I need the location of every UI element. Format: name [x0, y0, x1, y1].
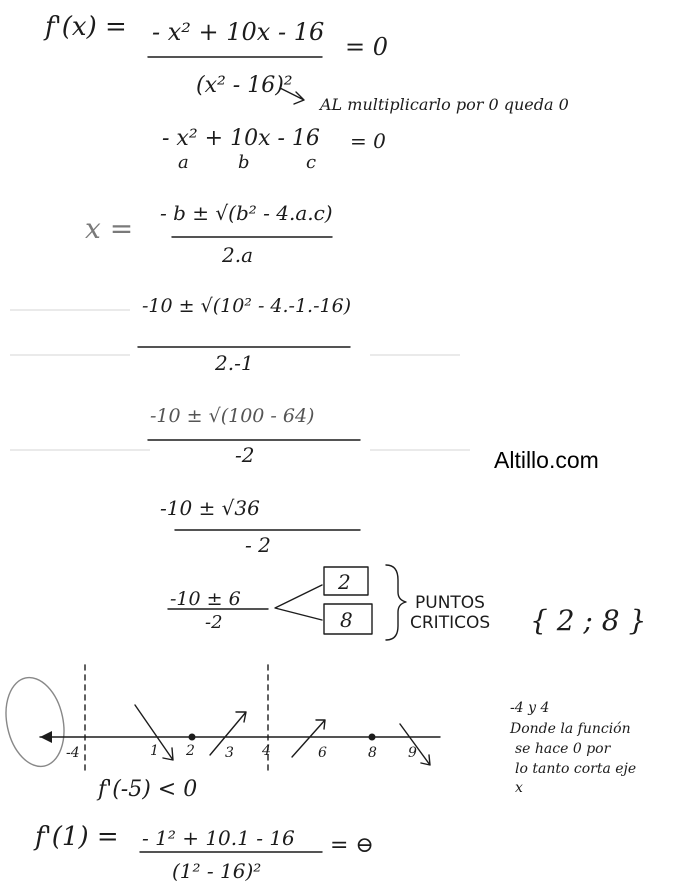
- equation-text: - x² + 10x - 16: [162, 126, 320, 151]
- brace-icon: [386, 565, 406, 640]
- critical-point-dot: [189, 734, 196, 741]
- step-root: [160, 496, 360, 557]
- step2-denominator: -2: [235, 443, 255, 467]
- arrow-left-icon: [40, 731, 52, 743]
- evaluation-lhs: f'(1) =: [35, 822, 119, 852]
- evaluation-denominator: (1² - 16)²: [172, 859, 262, 883]
- tick-label: 3: [225, 745, 234, 761]
- side-note-line: -4 y 4: [510, 700, 550, 716]
- root-two: 2: [338, 570, 351, 594]
- watermark: Altillo.com: [494, 447, 599, 473]
- side-note: [509, 700, 636, 796]
- step2-numerator: -10 ± √(100 - 64): [150, 405, 315, 427]
- note-text: AL multiplicarlo por 0 queda 0: [320, 95, 569, 114]
- step4-numerator: -10 ± 6: [170, 588, 241, 610]
- critical-point-dot: [369, 734, 376, 741]
- circle-mark: [0, 672, 72, 772]
- tick-label: 1: [150, 743, 159, 759]
- coef-b: b: [238, 152, 250, 173]
- quadratic-formula: [85, 201, 333, 267]
- step3-denominator: - 2: [245, 533, 271, 557]
- tick-label: 9: [408, 745, 417, 761]
- coef-c: c: [306, 152, 317, 173]
- evaluation-at-one: [33, 822, 374, 883]
- branch-arrow-icon: [275, 585, 322, 620]
- evaluation-result: = ⊖: [330, 833, 374, 858]
- side-note-line: lo tanto corta eje: [515, 761, 637, 777]
- formula-lhs: x =: [85, 212, 134, 245]
- tick-label: 4: [262, 743, 271, 759]
- formula-numerator: - b ± √(b² - 4.a.c): [160, 201, 333, 225]
- step-substitution: [138, 295, 351, 375]
- formula-denominator: 2.a: [222, 243, 254, 267]
- side-note-line: se hace 0 por: [515, 741, 611, 757]
- coef-a: a: [178, 152, 189, 173]
- sign-chart: [0, 665, 440, 802]
- step-simplify: [148, 405, 360, 467]
- equals-zero: = 0: [345, 33, 389, 61]
- step1-numerator: -10 ± √(10² - 4.-1.-16): [142, 295, 352, 317]
- critical-points-set: { 2 ; 8 }: [530, 604, 647, 637]
- derivative-equation: [43, 12, 569, 114]
- root-eight: 8: [340, 608, 353, 632]
- side-note-line: Donde la función: [510, 721, 631, 737]
- quadratic-equation: [162, 126, 386, 173]
- test-point: f'(-5) < 0: [98, 777, 198, 802]
- tick-label: 6: [318, 745, 327, 761]
- equation-equals: = 0: [350, 129, 386, 153]
- derivative-numerator: - x² + 10x - 16: [152, 18, 325, 46]
- faint-ruling: [10, 310, 470, 450]
- step4-denominator: -2: [205, 612, 223, 633]
- tick-label: 8: [368, 745, 377, 761]
- derivative-lhs: f'(x) =: [45, 12, 127, 42]
- derivative-denominator: (x² - 16)²: [196, 73, 293, 98]
- critical-points-label-2: CRITICOS: [410, 613, 491, 633]
- tick-label: 2: [186, 743, 195, 759]
- step-solutions: [168, 565, 646, 640]
- tick-label: -4: [66, 745, 80, 761]
- critical-points-label-1: PUNTOS: [415, 593, 485, 613]
- evaluation-numerator: - 1² + 10.1 - 16: [142, 826, 295, 850]
- step3-numerator: -10 ± √36: [160, 496, 260, 520]
- step1-denominator: 2.-1: [215, 351, 254, 375]
- side-note-line: x: [515, 780, 523, 796]
